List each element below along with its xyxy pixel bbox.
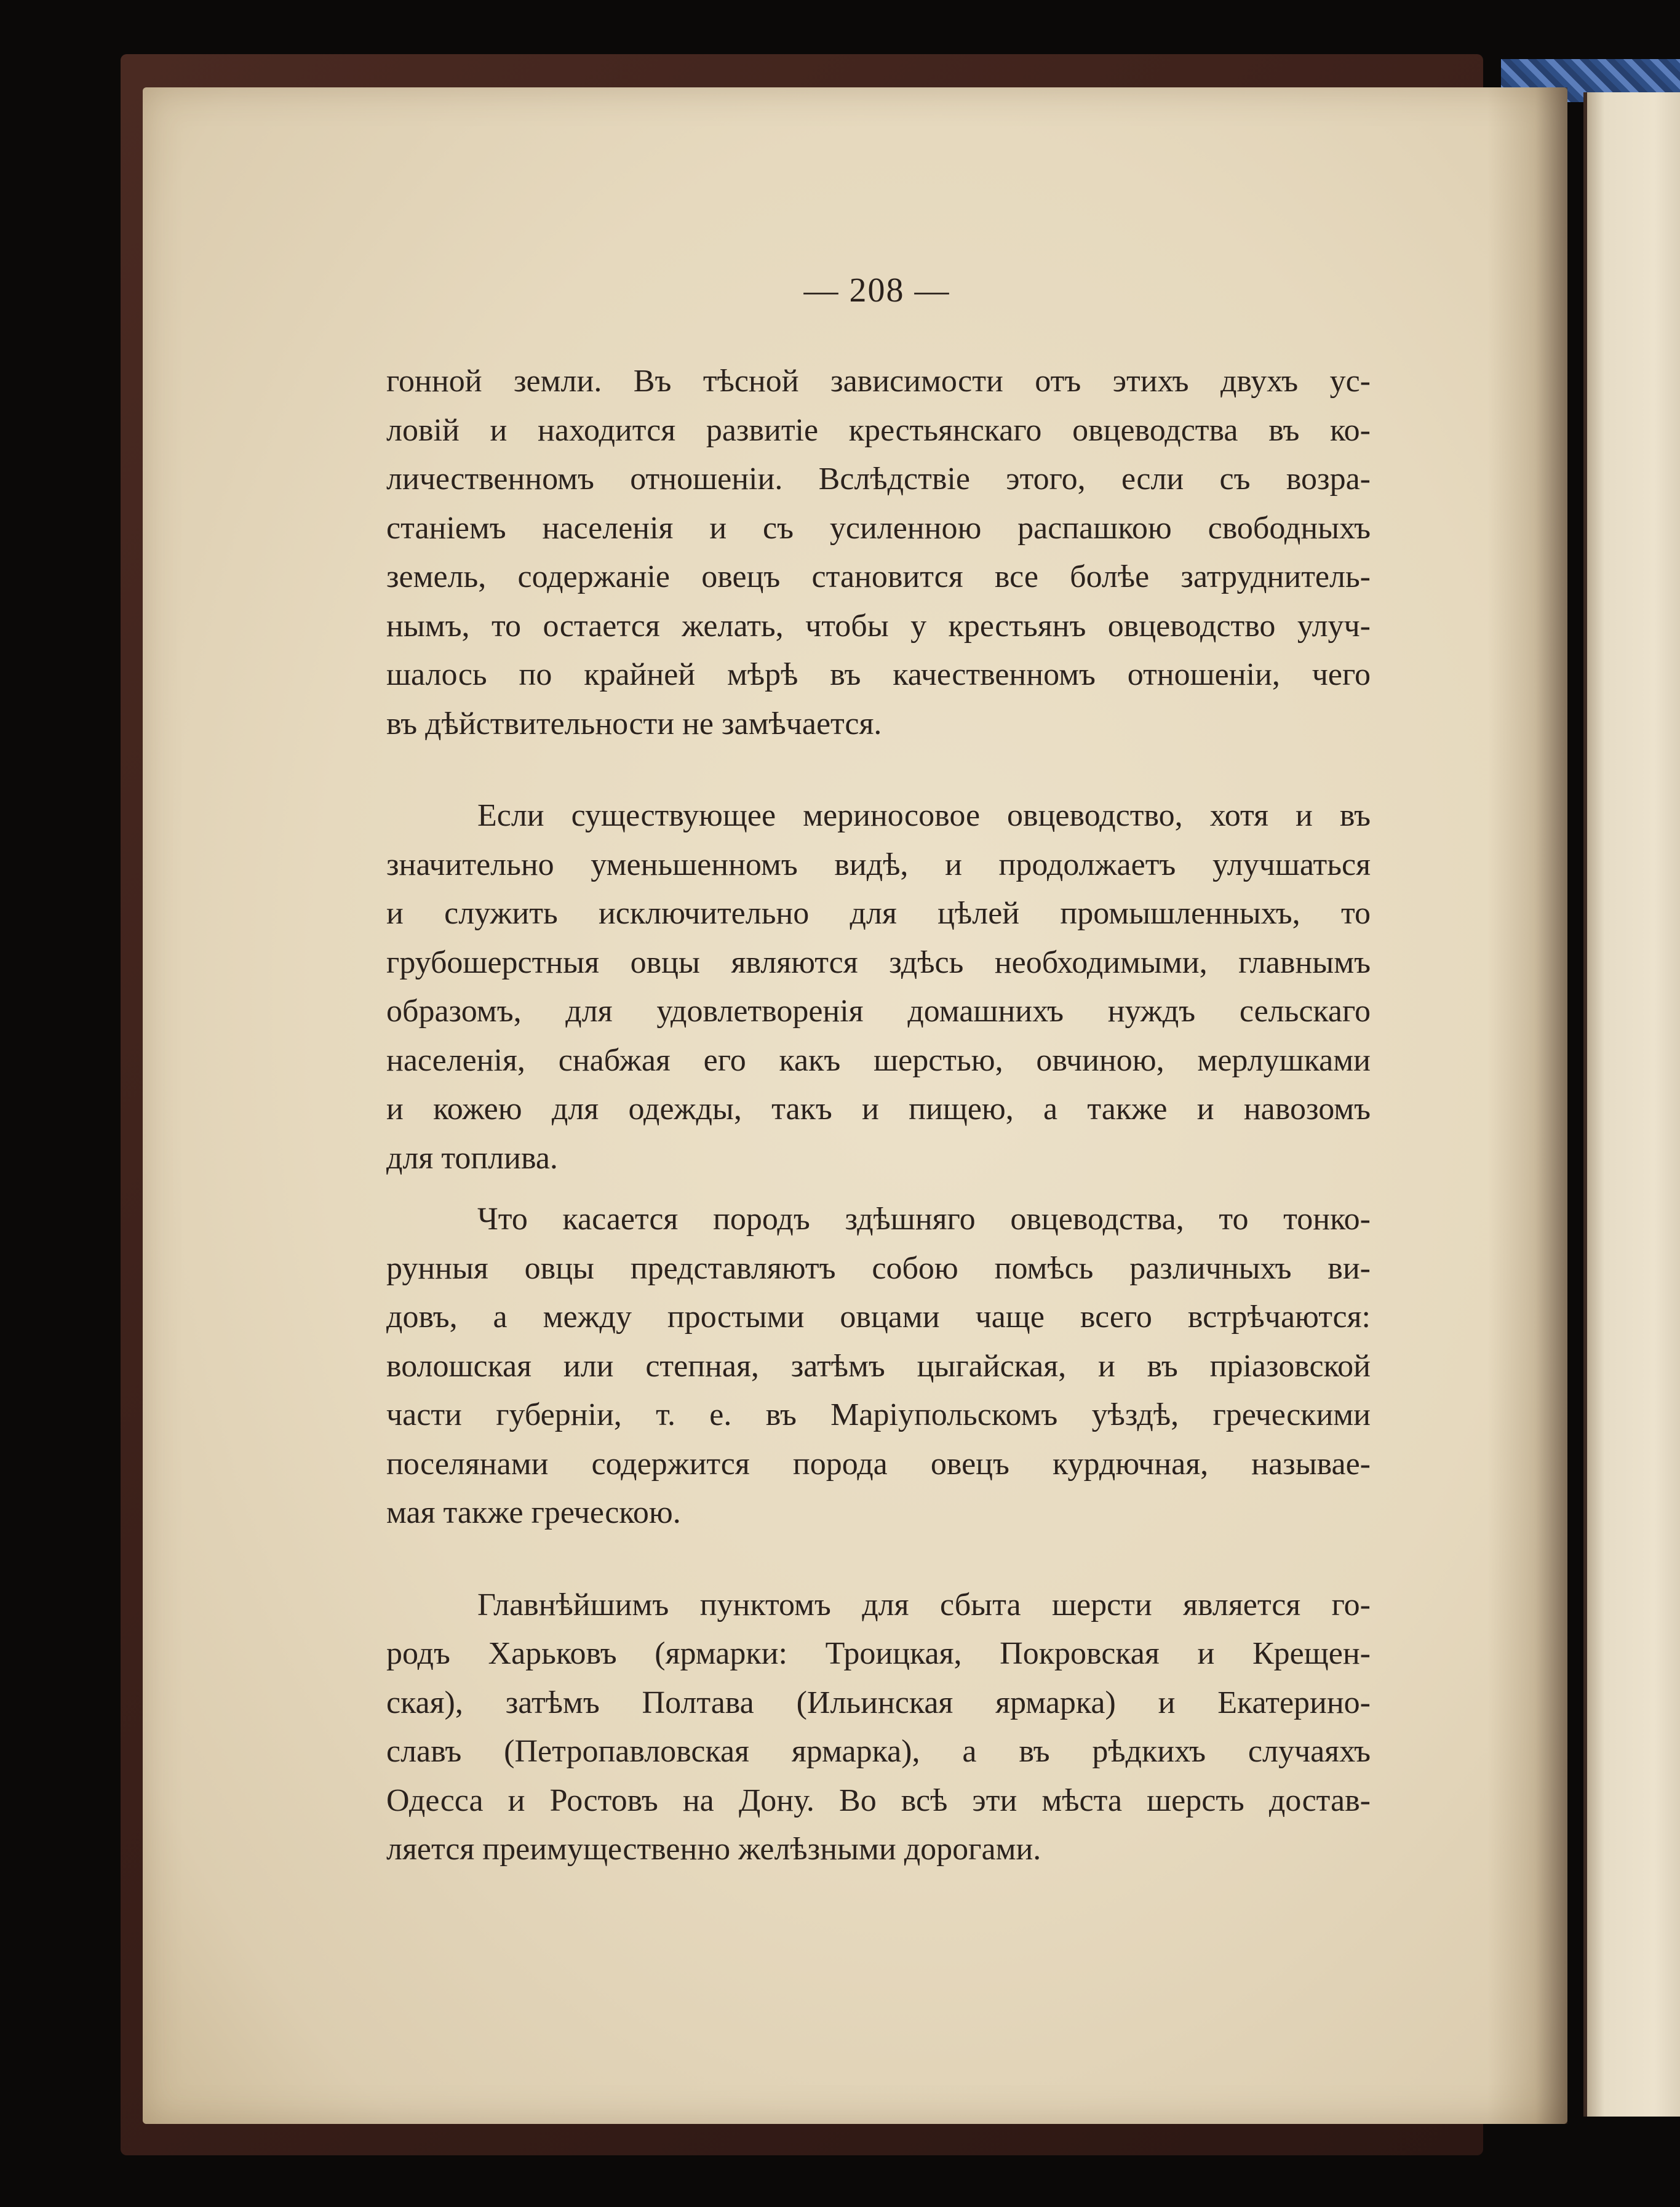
text-line: личественномъ отношеніи. Вслѣдствіе этого, если съ возра-: [386, 461, 1371, 497]
page-text: [386, 357, 1371, 1874]
paragraph-spacer: [386, 748, 1371, 791]
text-line: ская), затѣмъ Полтава (Ильинская ярмарка) и Екатерино-: [386, 1685, 1371, 1720]
paragraph-4: [386, 1581, 1371, 1874]
text-line: гонной земли. Въ тѣсной зависимости отъ этихъ двухъ ус-: [386, 364, 1371, 399]
paragraph-spacer: [386, 1538, 1371, 1581]
text-line: рунныя овцы представляютъ собою помѣсь различныхъ ви-: [386, 1250, 1371, 1286]
text-line: образомъ, для удовлетворенія домашнихъ нуждъ сельскаго: [386, 994, 1371, 1029]
text-line: для топлива.: [386, 1140, 558, 1176]
text-line: станіемъ населенія и съ усиленною распашкою свободныхъ: [386, 510, 1371, 546]
text-line: и служить исключительно для цѣлей промышленныхъ, то: [386, 896, 1371, 931]
text-line: ляется преимущественно желѣзными дорогами.: [386, 1832, 1041, 1867]
text-line: Одесса и Ростовъ на Дону. Во всѣ эти мѣста шерсть достав-: [386, 1782, 1371, 1818]
text-line: земель, содержаніе овецъ становится все болѣе затруднитель-: [386, 559, 1371, 594]
text-line: Главнѣйшимъ пунктомъ для сбыта шерсти является го-: [477, 1587, 1371, 1622]
text-line: части губерніи, т. е. въ Маріупольскомъ уѣздѣ, греческими: [386, 1397, 1371, 1432]
text-line: ловій и находится развитіе крестьянскаго овцеводства въ ко-: [386, 412, 1371, 448]
facing-page-edge: [1583, 92, 1680, 2117]
text-line: значительно уменьшенномъ видѣ, и продолжаетъ улучшаться: [386, 847, 1371, 882]
paragraph-spacer: [386, 1183, 1371, 1195]
text-line: Что касается породъ здѣшняго овцеводства, то тонко-: [477, 1202, 1371, 1237]
paragraph-2: [386, 791, 1371, 1183]
paragraph-1: [386, 357, 1371, 748]
page-number: — 208 —: [803, 271, 950, 309]
text-line: родъ Харьковъ (ярмарки: Троицкая, Покровская и Крещен-: [386, 1636, 1371, 1671]
text-line: въ дѣйствительности не замѣчается.: [386, 706, 882, 741]
text-line: Если существующее мериносовое овцеводство, хотя и въ: [477, 798, 1371, 833]
text-line: поселянами содержится порода овецъ курдючная, называе-: [386, 1446, 1371, 1482]
text-line: шалось по крайней мѣрѣ въ качественномъ отношеніи, чего: [386, 657, 1371, 692]
text-line: и кожею для одежды, такъ и пищею, а также и навозомъ: [386, 1092, 1371, 1127]
paragraph-3: [386, 1195, 1371, 1538]
text-line: довъ, а между простыми овцами чаще всего встрѣчаются:: [386, 1299, 1371, 1335]
text-line: нымъ, то остается желать, чтобы у крестьянъ овцеводство улуч-: [386, 608, 1371, 644]
text-line: волошская или степная, затѣмъ цыгайская, и въ пріазовской: [386, 1348, 1371, 1384]
text-line: населенія, снабжая его какъ шерстью, овчиною, мерлушками: [386, 1042, 1371, 1078]
text-line: славъ (Петропавловская ярмарка), а въ рѣдкихъ случаяхъ: [386, 1734, 1371, 1769]
text-line: мая также греческою.: [386, 1495, 681, 1530]
page-gutter-shadow: [1487, 87, 1567, 2124]
text-line: грубошерстныя овцы являются здѣсь необходимыми, главнымъ: [386, 944, 1371, 980]
